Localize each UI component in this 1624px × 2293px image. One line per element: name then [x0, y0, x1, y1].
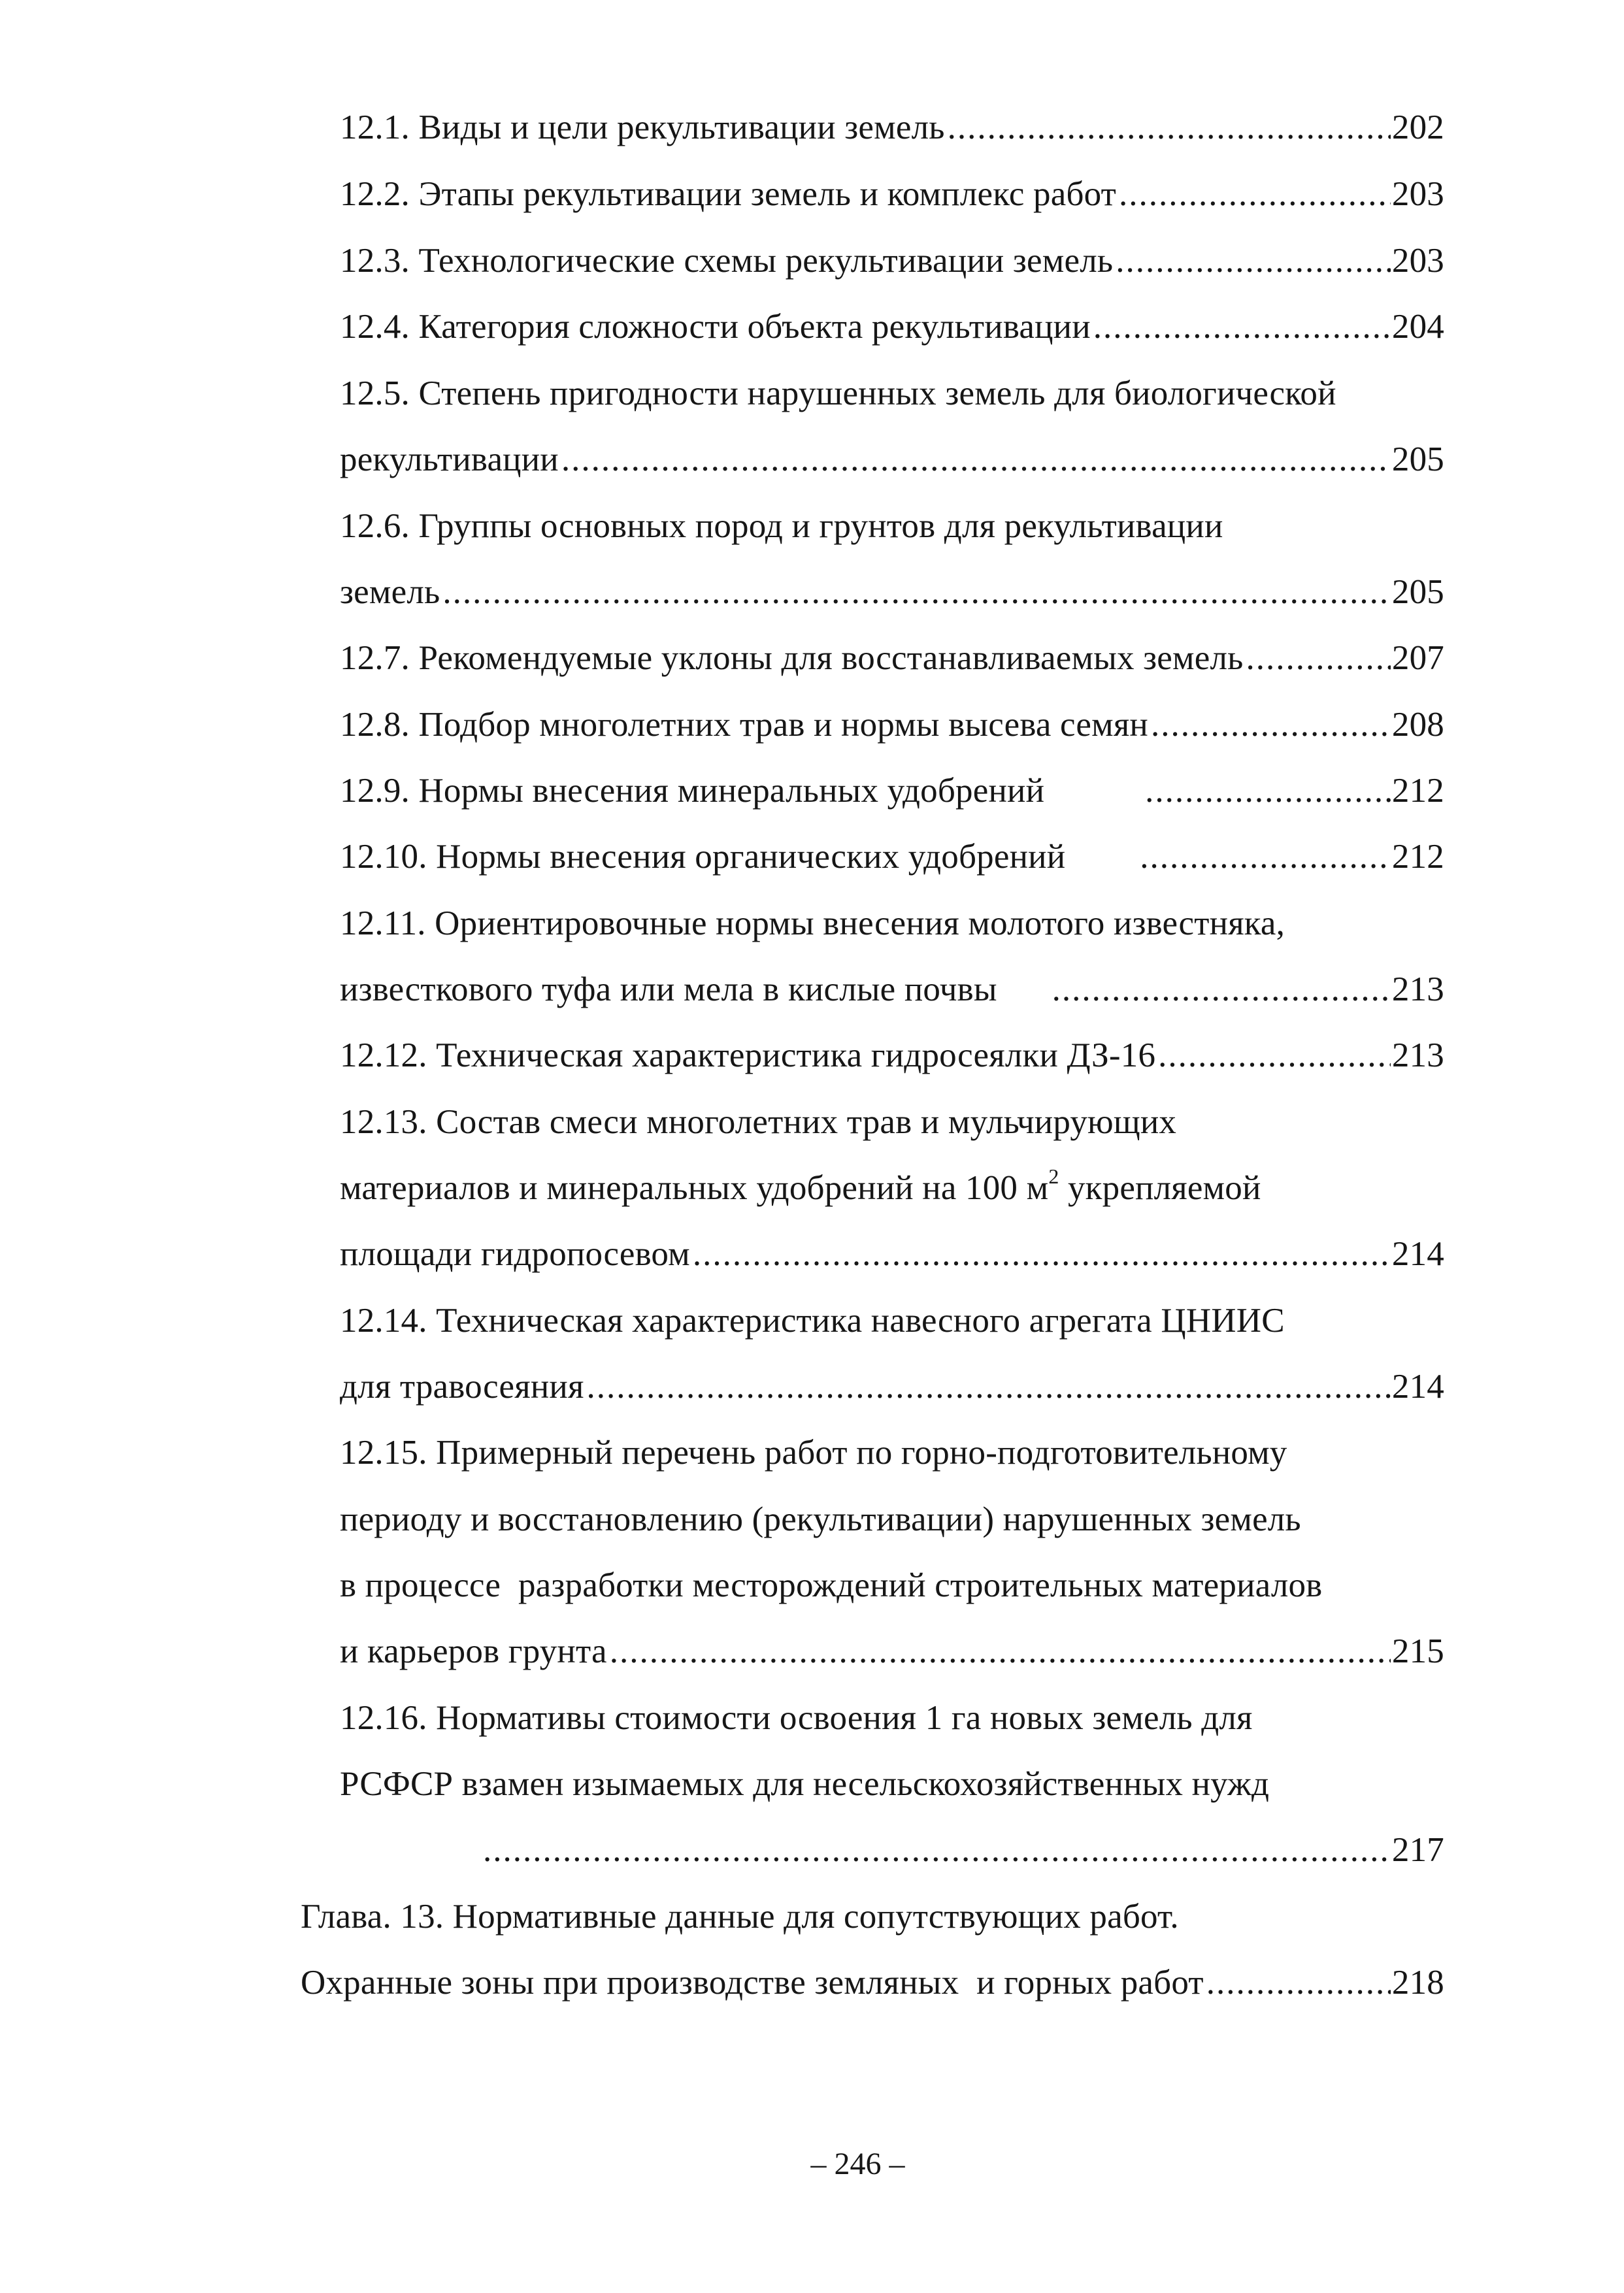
toc-entry-12-1[interactable]	[340, 101, 1444, 154]
toc-entry-page: 208	[1391, 706, 1444, 744]
toc-entry-page: 205	[1391, 573, 1444, 611]
toc-entry-title-part: материалов и минеральных удобрений на 100 м	[340, 1169, 1049, 1207]
toc-entry-title: 12.7. Рекомендуемые уклоны для восстанавливаемых земель	[340, 639, 1244, 677]
dot-leader	[587, 1361, 1391, 1413]
page-number: – 246 –	[810, 2147, 905, 2181]
toc-entry-title: РСФСР взамен изымаемых для несельскохозяйственных нужд	[340, 1765, 1270, 1803]
toc-entry-title: 12.11. Ориентировочные нормы внесения молотого известняка,	[340, 904, 1285, 942]
toc-entry-page: 215	[1391, 1632, 1444, 1670]
toc-entry-12-13-line-3[interactable]	[340, 1228, 1444, 1280]
toc-entry-title: 12.2. Этапы рекультивации земель и комплекс работ	[340, 175, 1116, 213]
toc-entry-title: 12.6. Группы основных пород и грунтов для рекультивации	[340, 507, 1223, 545]
toc-entry-title: 12.9. Нормы внесения минеральных удобрений	[340, 772, 1045, 810]
dot-leader	[1052, 963, 1391, 1015]
toc-entry-title: 12.10. Нормы внесения органических удобрений	[340, 838, 1066, 876]
toc-entry-page: 218	[1391, 1964, 1444, 2002]
toc-entry-page: 203	[1391, 242, 1444, 280]
toc-entry-12-10[interactable]	[340, 831, 1444, 883]
toc-entry-title: 12.16. Нормативы стоимости освоения 1 га новых земель для	[340, 1699, 1253, 1737]
toc-entry-title: известкового туфа или мела в кислые почвы	[340, 970, 997, 1008]
toc-entry-12-12[interactable]	[340, 1029, 1444, 1081]
dot-leader	[693, 1228, 1391, 1280]
toc-entry-12-4[interactable]	[340, 301, 1444, 353]
toc-entry-12-6-line-1[interactable]	[340, 500, 1444, 552]
toc-entry-page: 203	[1391, 175, 1444, 213]
dot-leader	[1140, 831, 1391, 883]
dot-leader	[1145, 765, 1391, 817]
toc-entry-page: 213	[1391, 970, 1444, 1008]
toc-entry-title	[340, 1162, 1261, 1214]
toc-entry-title: для травосеяния	[340, 1368, 584, 1406]
toc-entry-title: 12.13. Состав смеси многолетних трав и мульчирующих	[340, 1103, 1177, 1141]
toc-entry-12-15-line-3[interactable]	[340, 1559, 1444, 1611]
toc-entry-title: Глава. 13. Нормативные данные для сопутствующих работ.	[301, 1898, 1179, 1936]
toc-entry-12-2[interactable]	[340, 168, 1444, 220]
dot-leader	[1116, 235, 1391, 287]
toc-entry-12-5-line-1[interactable]	[340, 367, 1444, 420]
toc-entry-12-7[interactable]	[340, 632, 1444, 684]
superscript-2: 2	[1048, 1164, 1059, 1188]
dot-leader	[483, 1824, 1391, 1876]
toc-entry-12-13-line-1[interactable]	[340, 1096, 1444, 1148]
dot-leader	[1151, 699, 1391, 751]
toc-entry-12-14-line-2[interactable]	[340, 1361, 1444, 1413]
toc-entry-12-15-line-1[interactable]	[340, 1427, 1444, 1479]
toc-entry-12-11-line-2[interactable]	[340, 963, 1444, 1015]
toc-entry-page: 207	[1391, 639, 1444, 677]
toc-entry-title: в процессе разработки месторождений строительных материалов	[340, 1566, 1323, 1604]
toc-entry-12-16-line-3[interactable]	[340, 1824, 1444, 1876]
toc-entry-page: 212	[1391, 838, 1444, 876]
toc-entry-12-16-line-2[interactable]	[340, 1758, 1444, 1810]
toc-entry-12-13-line-2[interactable]	[340, 1162, 1444, 1214]
toc-entry-12-8[interactable]	[340, 699, 1444, 751]
toc-entry-title-part: укрепляемой	[1059, 1169, 1261, 1207]
toc-entry-title: Охранные зоны при производстве земляных и горных работ	[301, 1964, 1204, 2002]
toc-entry-12-9[interactable]	[340, 765, 1444, 817]
toc-entry-12-15-line-4[interactable]	[340, 1625, 1444, 1677]
toc-entry-page: 212	[1391, 772, 1444, 810]
toc-entry-title: и карьеров грунта	[340, 1632, 607, 1670]
toc-entry-title: рекультивации	[340, 440, 559, 478]
toc-entry-page: 213	[1391, 1036, 1444, 1074]
toc-entry-page: 204	[1391, 308, 1444, 346]
toc-entry-title: периоду и восстановлению (рекультивации) нарушенных земель	[340, 1500, 1301, 1538]
toc-entry-title: 12.12. Техническая характеристика гидросеялки ДЗ-16	[340, 1036, 1156, 1074]
toc-chapter-13-line-2[interactable]	[301, 1956, 1444, 2009]
toc-entry-12-11-line-1[interactable]	[340, 897, 1444, 949]
toc-entry-page: 205	[1391, 440, 1444, 478]
toc-entry-page: 202	[1391, 108, 1444, 146]
dot-leader	[1206, 1956, 1391, 2009]
toc-entry-title: площади гидропосевом	[340, 1235, 690, 1273]
dot-leader	[561, 433, 1391, 486]
toc-entry-title: земель	[340, 573, 440, 611]
toc-entry-12-15-line-2[interactable]	[340, 1493, 1444, 1545]
dot-leader	[1093, 301, 1391, 353]
toc-entry-title: 12.1. Виды и цели рекультивации земель	[340, 108, 945, 146]
toc-entry-12-5-line-2[interactable]	[340, 433, 1444, 486]
toc-entry-title: 12.14. Техническая характеристика навесного агрегата ЦНИИС	[340, 1302, 1285, 1340]
dot-leader	[610, 1625, 1391, 1677]
dot-leader	[1119, 168, 1391, 220]
toc-entry-12-16-line-1[interactable]	[340, 1692, 1444, 1744]
toc-entry-12-6-line-2[interactable]	[340, 566, 1444, 618]
toc-entry-12-3[interactable]	[340, 235, 1444, 287]
toc-entry-title: 12.15. Примерный перечень работ по горно-подготовительному	[340, 1434, 1287, 1472]
toc-entry-title: 12.4. Категория сложности объекта рекультивации	[340, 308, 1091, 346]
toc-entry-page: 214	[1391, 1368, 1444, 1406]
toc-entry-title: 12.5. Степень пригодности нарушенных земель для биологической	[340, 374, 1336, 412]
toc-entry-page: 214	[1391, 1235, 1444, 1273]
toc-entry-page: 217	[1391, 1831, 1444, 1869]
toc-entry-title: 12.8. Подбор многолетних трав и нормы высева семян	[340, 706, 1148, 744]
dot-leader	[1246, 632, 1391, 684]
dot-leader	[1158, 1029, 1391, 1081]
toc-entry-title: 12.3. Технологические схемы рекультивации земель	[340, 242, 1114, 280]
toc-entry-12-14-line-1[interactable]	[340, 1295, 1444, 1347]
dot-leader	[948, 101, 1391, 154]
toc-chapter-13-line-1[interactable]	[301, 1890, 1444, 1943]
dot-leader	[442, 566, 1391, 618]
